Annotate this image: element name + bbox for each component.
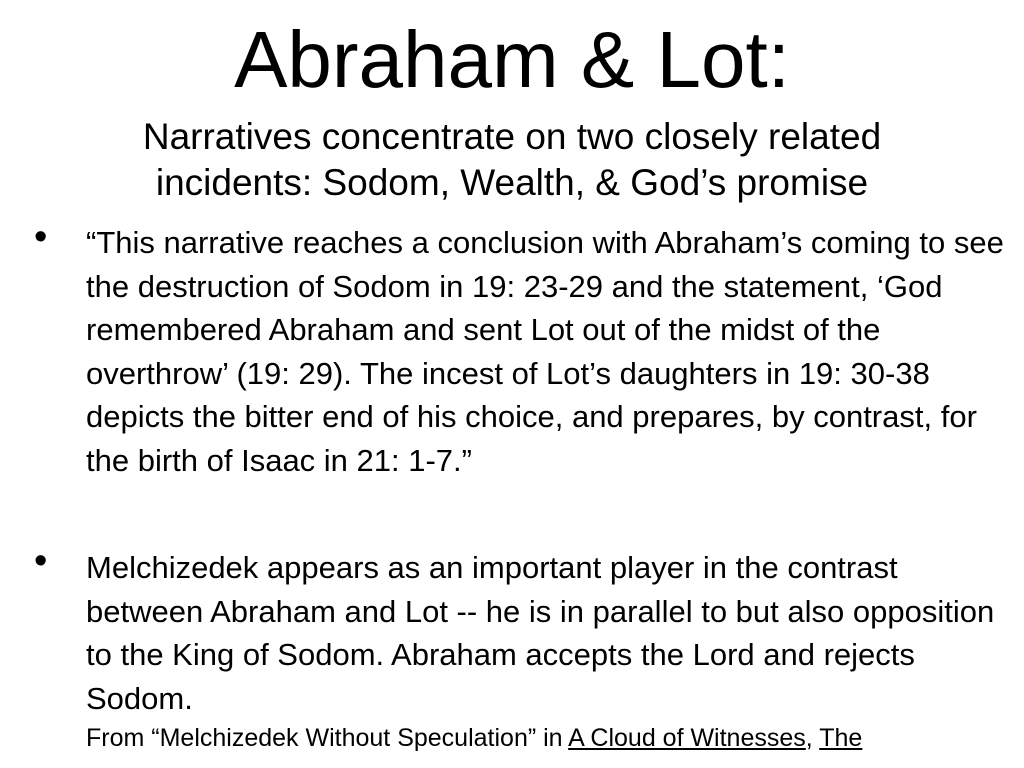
bullet-text-2: Melchizedek appears as an important player in the contrast between Abraham and Lot -- he is in parallel to but also opposition to the King of Sodom. Abraham accepts the Lord and rejects Sodom. xyxy=(86,550,995,716)
citation-prefix: From “Melchizedek Without Speculation” in xyxy=(86,724,569,752)
slide-title: Abraham & Lot: xyxy=(234,15,790,104)
citation xyxy=(86,718,1006,758)
citation-separator: , xyxy=(805,724,820,752)
citation-series-title: The xyxy=(819,724,863,752)
slide-subtitle: Narratives concentrate on two closely related incidents: Sodom, Wealth, & God’s promise xyxy=(142,116,882,203)
citation-book-title: A Cloud of Witnesses xyxy=(568,724,806,752)
bullet-text-1: “This narrative reaches a conclusion with Abraham’s coming to see the destruction of Sodom in 19: 23-29 and the statement, ‘God remembered Abraham and sent Lot out of the midst of the overthrow’ (19: 29). The incest of Lot’s daughters in 19: 30-38 depicts the bitter end of his choice, and prepares, by contrast, for the birth of Isaac in 21: 1-7.” xyxy=(86,225,1004,478)
bullet-marker-1: • xyxy=(34,216,48,258)
bullet-marker-2: • xyxy=(34,540,48,582)
